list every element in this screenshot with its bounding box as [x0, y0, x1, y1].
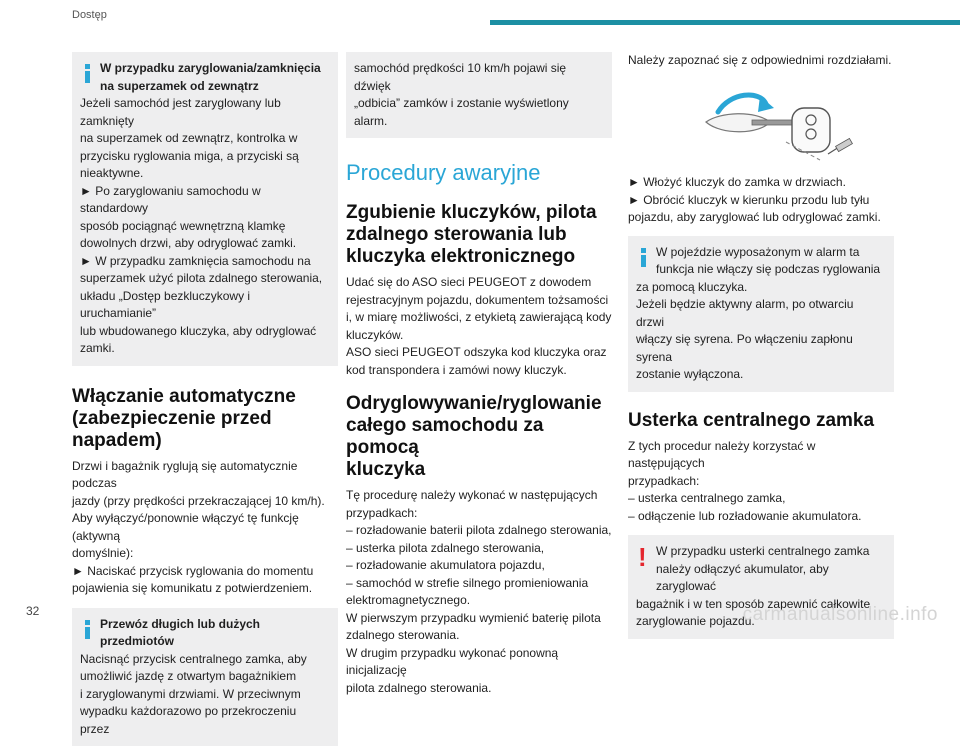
warning-box-header: ! W przypadku usterki centralnego zamka należy odłączyć akumulator, aby zaryglować	[636, 543, 884, 596]
intro-text: Należy zapoznać się z odpowiednimi rozdziałami.	[628, 52, 894, 70]
text-line: bagażnik i w ten sposób zapewnić całkowite	[636, 596, 884, 614]
text-line: i zaryglowanymi drzwiami. W przeciwnym	[80, 686, 328, 704]
text-line: zamki.	[80, 340, 328, 358]
column-right	[628, 52, 894, 70]
heading-central-lock-fault: Usterka centralnego zamka	[628, 410, 894, 432]
heading-key-unlock: Odryglowywanie/ryglowanie całego samochodu za pomocą kluczyka	[346, 393, 612, 481]
info-box-long-objects	[72, 608, 338, 746]
info-icon	[637, 248, 651, 266]
text-line: Jeżeli samochód jest zaryglowany lub zamknięty	[80, 95, 328, 130]
info-box-alarm	[628, 236, 894, 392]
text-line: za pomocą kluczyka.	[636, 279, 884, 297]
text-line: układu „Dostęp bezkluczykowy i uruchamianie”	[80, 288, 328, 323]
paragraph-key-unlock: Tę procedurę należy wykonać w następujących przypadkach: – rozładowanie baterii pilota zdalnego sterowania, – usterka pilota zdalnego sterowania, – rozładowanie akumulatora pojazdu, – samochód w strefie silnego promieniowania elektromagnetycznego. W pierwszym przypadku wymienić baterię pilota zdalnego sterowania. W drugim przypadku wykonać ponowną inicjalizację pilota zdalnego sterowania.	[346, 487, 612, 697]
text-line: samochód prędkości 10 km/h pojawi się dźwięk	[354, 60, 602, 95]
section-title-emergency: Procedury awaryjne	[346, 160, 612, 186]
column-left	[72, 52, 338, 746]
warning-exclamation-icon: !	[638, 545, 652, 569]
text-line: umożliwić jazdę z otwartym bagażnikiem	[80, 668, 328, 686]
info-box-title-line: W przypadku zaryglowania/zamknięcia	[100, 60, 328, 78]
column-middle	[346, 52, 612, 697]
text-line: wypadku każdorazowo po przekroczeniu przez	[80, 703, 328, 738]
text-line: zostanie wyłączona.	[636, 366, 884, 384]
watermark: carmanualsonline.info	[743, 604, 938, 626]
text-line: przycisku ryglowania miga, a przyciski są	[80, 148, 328, 166]
steps-list: ► Włożyć kluczyk do zamka w drzwiach. ► Obrócić kluczyk w kierunku przodu lub tyłu pojazdu, aby zaryglować lub odryglować zamki.	[628, 174, 894, 227]
text-line: dowolnych drzwi, aby odryglować zamki.	[80, 235, 328, 253]
paragraph-central-lock-fault: Z tych procedur należy korzystać w następujących przypadkach: – usterka centralnego zamka, – odłączenie lub rozładowanie akumulatora.	[628, 438, 894, 526]
text-line: „odbicia” zamków i zostanie wyświetlony alarm.	[354, 95, 602, 130]
key-in-door-lock-illustration	[700, 82, 860, 164]
heading-lost-keys: Zgubienie kluczyków, pilota zdalnego sterowania lub kluczyka elektronicznego	[346, 202, 612, 268]
paragraph-lost-keys: Udać się do ASO sieci PEUGEOT z dowodem rejestracyjnym pojazdu, dokumentem tożsamości i, w miarę możliwości, z etykietą zawierającą kody kluczyków. ASO sieci PEUGEOT odszyka kod kluczyka oraz kod transpondera i zamówi nowy kluczyk.	[346, 274, 612, 379]
info-box-superlock	[72, 52, 338, 366]
info-box-continued	[346, 52, 612, 138]
info-icon	[81, 620, 95, 638]
text-line: nieaktywne.	[80, 165, 328, 183]
heading-auto-lock: Włączanie automatyczne (zabezpieczenie przed napadem)	[72, 386, 338, 452]
page-number: 32	[26, 604, 39, 618]
text-line: lub wbudowanego kluczyka, aby odryglować	[80, 323, 328, 341]
header-accent-bar	[490, 20, 960, 25]
column-right-lower	[628, 174, 894, 639]
text-line: ► Po zaryglowaniu samochodu w standardowy	[80, 183, 328, 218]
header-section-title: Dostęp	[72, 9, 107, 21]
info-box-title-line: na superzamek od zewnątrz	[100, 78, 328, 96]
info-icon	[81, 64, 95, 82]
text-line: zaryglowanie pojazdu.	[636, 613, 884, 631]
info-box-header	[80, 60, 328, 95]
text-line: Nacisnąć przycisk centralnego zamka, aby	[80, 651, 328, 669]
text-line: ► W przypadku zamknięcia samochodu na	[80, 253, 328, 271]
info-box-header: W pojeździe wyposażonym w alarm ta funkcja nie włączy się podczas ryglowania	[636, 244, 884, 279]
text-line: na superzamek od zewnątrz, kontrolka w	[80, 130, 328, 148]
text-line: włączy się syrena. Po włączeniu zapłonu syrena	[636, 331, 884, 366]
text-line: sposób pociągnąć wewnętrzną klamkę	[80, 218, 328, 236]
text-line: superzamek użyć pilota zdalnego sterowania,	[80, 270, 328, 288]
info-box-header: Przewóz długich lub dużych przedmiotów	[80, 616, 328, 651]
text-line: Jeżeli będzie aktywny alarm, po otwarciu drzwi	[636, 296, 884, 331]
paragraph-auto-lock: Drzwi i bagażnik ryglują się automatycznie podczas jazdy (przy prędkości przekraczającej 10 km/h). Aby wyłączyć/ponownie włączyć tę funkcję (aktywną domyślnie): ► Naciskać przycisk ryglowania do momentu pojawienia się komunikatu z potwierdzeniem.	[72, 458, 338, 598]
